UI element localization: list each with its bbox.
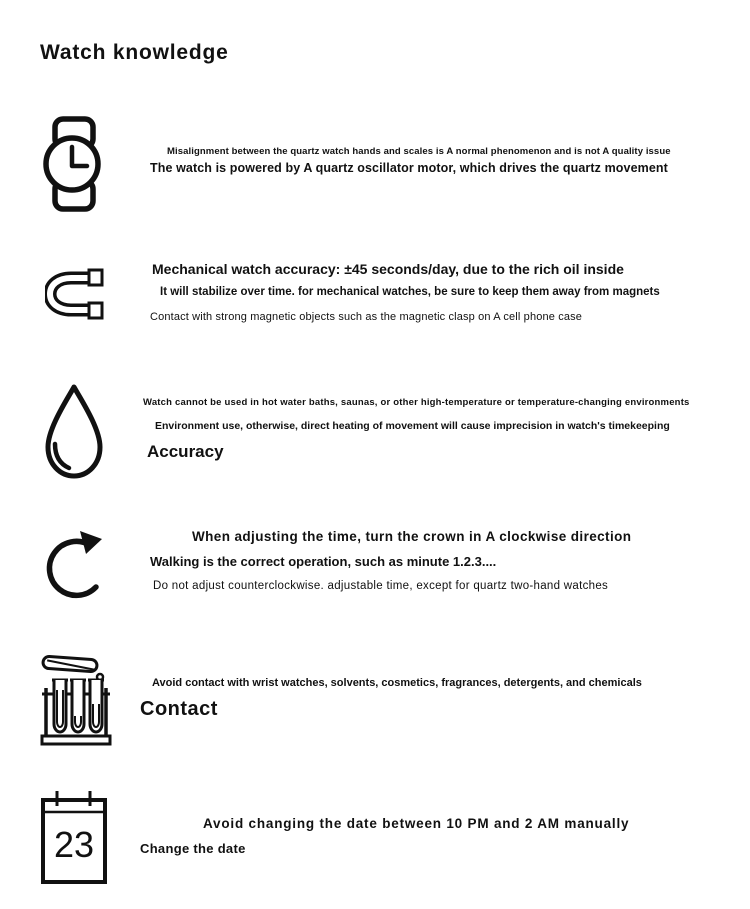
contact-heading: Contact [140,698,218,720]
crown-clockwise-headline: When adjusting the time, turn the crown in A clockwise direction [192,529,632,544]
quartz-movement-headline: The watch is powered by A quartz oscillator motor, which drives the quartz movement [150,161,668,175]
temperature-environment-line: Environment use, otherwise, direct heating of movement will cause imprecision in watch's timekeeping [155,420,670,432]
crown-walking-line: Walking is the correct operation, such as minute 1.2.3.... [150,554,497,569]
date-warning-headline: Avoid changing the date between 10 PM and 2 AM manually [203,816,630,831]
temperature-warning-note: Watch cannot be used in hot water baths, saunas, or other high-temperature or temperature-changing environments [143,397,690,408]
calendar-day-number: 23 [54,824,95,865]
water-drop-icon [42,384,106,485]
clockwise-arrow-icon [42,528,108,613]
quartz-misalignment-note: Misalignment between the quartz watch hands and scales is A normal phenomenon and is not A quality issue [167,146,671,157]
wristwatch-icon [42,116,106,217]
page-title: Watch knowledge [40,41,229,64]
change-date-label: Change the date [140,841,246,856]
accuracy-heading: Accuracy [147,442,224,461]
test-tubes-icon [40,650,112,751]
magnet-contact-note: Contact with strong magnetic objects such as the magnetic clasp on A cell phone case [150,311,583,323]
magnet-accuracy-headline: Mechanical watch accuracy: ±45 seconds/day, due to the rich oil inside [152,261,624,277]
magnet-icon [45,268,105,325]
chemical-warning-line: Avoid contact with wrist watches, solvents, cosmetics, fragrances, detergents, and chemicals [152,677,642,689]
calendar-icon [40,790,108,890]
magnet-stabilize-line: It will stabilize over time. for mechanical watches, be sure to keep them away from magnets [160,286,660,298]
crown-counterclockwise-note: Do not adjust counterclockwise. adjustable time, except for quartz two-hand watches [153,580,609,592]
